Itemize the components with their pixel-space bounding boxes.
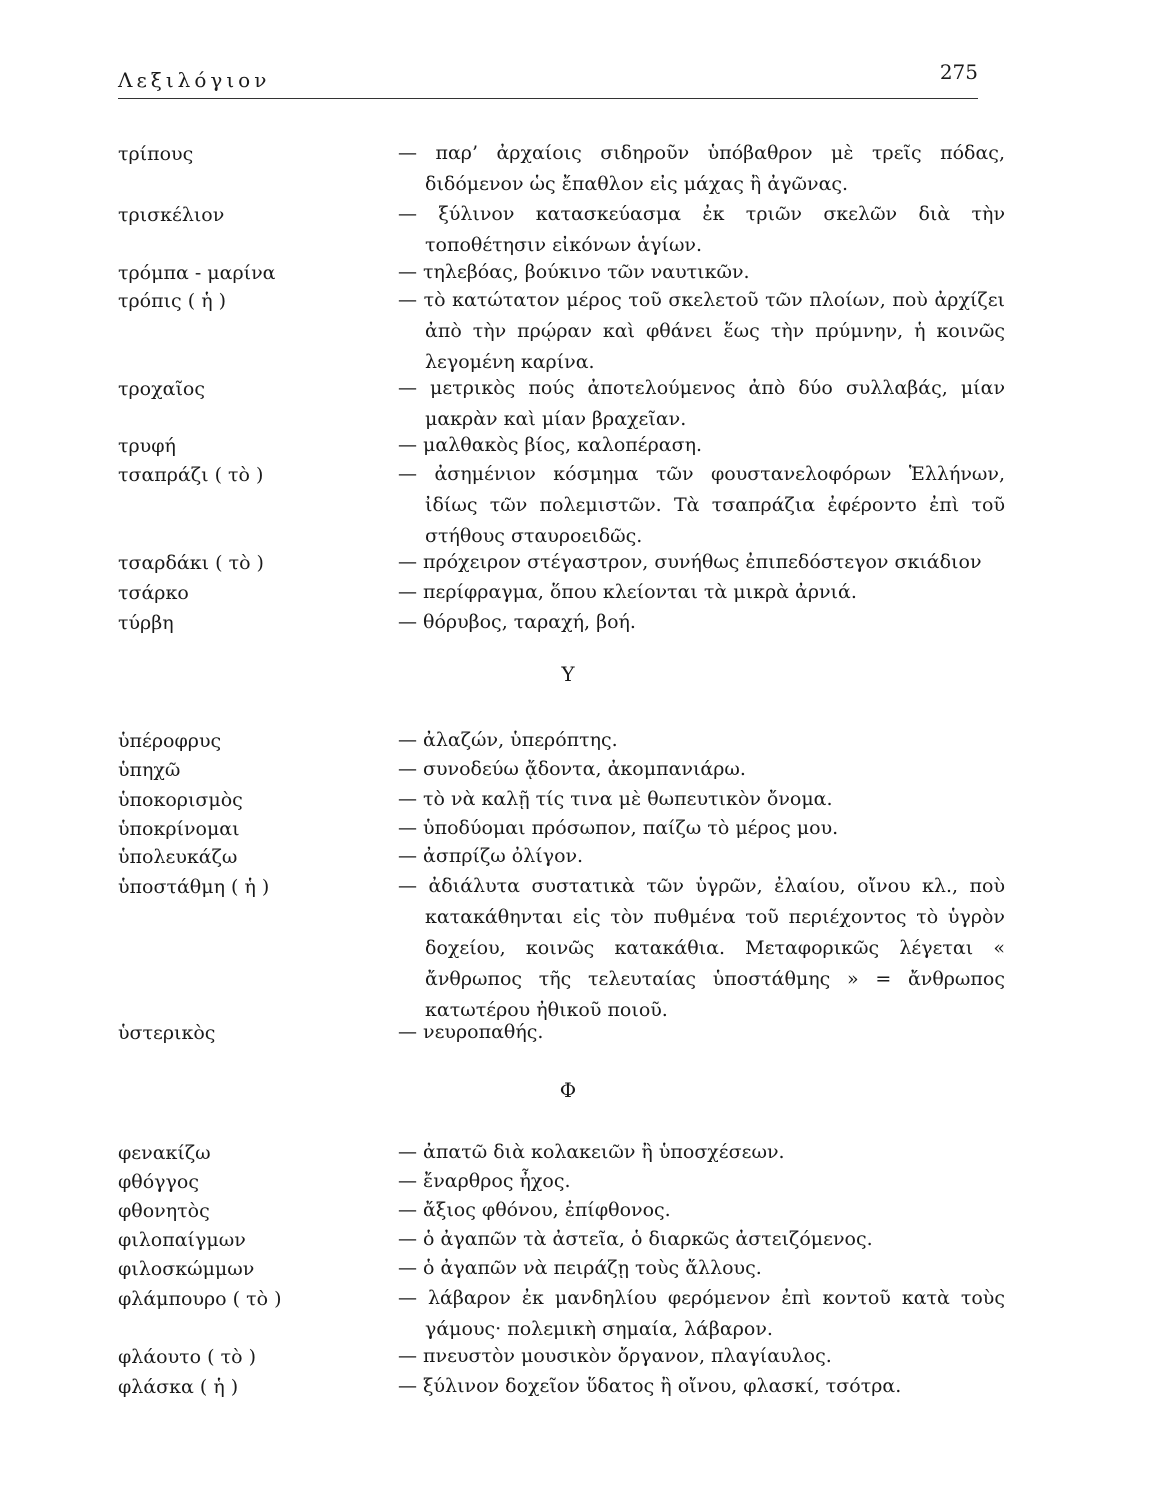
entry-term: ὑποκορισμὸς	[118, 789, 243, 811]
entry-definition: — νευροπαθής.	[398, 1021, 544, 1043]
entry-term: ὑστερικὸς	[118, 1022, 216, 1044]
entry-definition: — μετρικὸς πούς ἀποτελούμενος ἀπὸ δύο συλλαβάς, μίαν μακρὰν καὶ μίαν βραχεῖαν.	[398, 377, 1005, 430]
entry-definition: — ἀσημένιον κόσμημα τῶν φουστανελοφόρων Ἑλλήνων, ἰδίως τῶν πολεμιστῶν. Τὰ τσαπράζια ἐφέροντο ἐπὶ τοῦ στήθους σταυροειδῶς.	[398, 463, 1005, 547]
entry-definition: — ἀσπρίζω ὀλίγον.	[398, 845, 584, 867]
entry-definition: — ἄξιος φθόνου, ἐπίφθονος.	[398, 1199, 671, 1221]
entry-definition: — τὸ νὰ καλῇ τίς τινα μὲ θωπευτικὸν ὄνομα.	[398, 788, 833, 810]
entry-definition: — ξύλινον κατασκεύασμα ἐκ τριῶν σκελῶν διὰ τὴν τοποθέτησιν εἰκόνων ἁγίων.	[398, 203, 1005, 256]
entry-term: τσαπράζι ( τὸ )	[118, 464, 264, 486]
entry-term: φλάουτο ( τὸ )	[118, 1346, 257, 1368]
entry-term: ὑποστάθμη ( ἡ )	[118, 876, 270, 898]
entry-definition: — περίφραγμα, ὅπου κλείονται τὰ μικρὰ ἀρνιά.	[398, 581, 857, 603]
entry-term: τρισκέλιον	[118, 204, 225, 226]
entry-definition: — ἀδιάλυτα συστατικὰ τῶν ὑγρῶν, ἐλαίου, οἴνου κλ., ποὺ κατακάθηνται εἰς τὸν πυθμένα τοῦ περιέχοντος τὸ ὑγρὸν δοχείου, κοινῶς κατακάθια. Μεταφορικῶς λέγεται « ἄνθρωπος τῆς τελευταίας ὑποστάθμης » = ἄνθρωπος κατωτέρου ἠθικοῦ ποιοῦ.	[398, 875, 1005, 1021]
entry-definition: — πνευστὸν μουσικὸν ὄργανον, πλαγίαυλος.	[398, 1345, 832, 1367]
entry-term: φιλοπαίγμων	[118, 1229, 246, 1251]
entry-term: φθονητὸς	[118, 1200, 210, 1222]
running-title: Λεξιλόγιον	[118, 68, 271, 92]
entry-definition: — τηλεβόας, βούκινο τῶν ναυτικῶν.	[398, 261, 750, 283]
entry-term: ὑποκρίνομαι	[118, 818, 240, 840]
entry-definition: — ὁ ἀγαπῶν τὰ ἀστεῖα, ὁ διαρκῶς ἀστειζόμενος.	[398, 1228, 873, 1250]
section-letter: Φ	[559, 1078, 577, 1102]
entry-term: φλάσκα ( ἡ )	[118, 1376, 239, 1398]
page-number: 275	[939, 60, 978, 84]
entry-definition: — ἔναρθρος ἦχος.	[398, 1170, 571, 1192]
entry-term: φλάμπουρο ( τὸ )	[118, 1288, 282, 1310]
entry-definition: — ἀπατῶ διὰ κολακειῶν ἢ ὑποσχέσεων.	[398, 1141, 785, 1163]
entry-term: τρίπους	[118, 143, 194, 165]
entry-term: τροχαῖος	[118, 378, 205, 400]
entry-definition: — παρ’ ἀρχαίοις σιδηροῦν ὑπόβαθρον μὲ τρεῖς πόδας, διδόμενον ὡς ἔπαθλον εἰς μάχας ἢ ἀγῶνας.	[398, 142, 1005, 195]
entry-definition: — ὁ ἀγαπῶν νὰ πειράζῃ τοὺς ἄλλους.	[398, 1257, 762, 1279]
entry-definition: — μαλθακὸς βίος, καλοπέραση.	[398, 434, 703, 456]
entry-definition: — ἀλαζών, ὑπερόπτης.	[398, 729, 618, 751]
entry-term: ὑπέροφρυς	[118, 730, 222, 752]
entry-term: ὑπολευκάζω	[118, 846, 238, 868]
entry-term: φιλοσκώμμων	[118, 1258, 255, 1280]
entry-term: φενακίζω	[118, 1142, 211, 1164]
entry-definition: — ὑποδύομαι πρόσωπον, παίζω τὸ μέρος μου.	[398, 817, 839, 839]
entry-term: ὑπηχῶ	[118, 759, 181, 781]
entry-definition: — συνοδεύω ᾄδοντα, ἀκομπανιάρω.	[398, 758, 746, 780]
entry-term: τσαρδάκι ( τὸ )	[118, 552, 264, 574]
entry-term: φθόγγος	[118, 1171, 199, 1193]
entry-definition: — ξύλινον δοχεῖον ὕδατος ἢ οἴνου, φλασκί, τσότρα.	[398, 1375, 902, 1397]
entry-definition: — πρόχειρον στέγαστρον, συνήθως ἐπιπεδόστεγον σκιάδιον	[398, 551, 982, 573]
entry-term: τρυφή	[118, 435, 176, 457]
entry-term: τρόμπα - μαρίνα	[118, 262, 276, 284]
page-header	[118, 58, 978, 99]
entry-term: τύρβη	[118, 612, 174, 634]
entry-term: τρόπις ( ἡ )	[118, 290, 227, 312]
section-letter: Υ	[561, 662, 575, 686]
entry-definition: — τὸ κατώτατον μέρος τοῦ σκελετοῦ τῶν πλοίων, ποὺ ἀρχίζει ἀπὸ τὴν πρῴραν καὶ φθάνει ἕως τὴν πρύμνην, ἡ κοινῶς λεγομένη καρίνα.	[398, 289, 1005, 373]
entry-definition: — λάβαρον ἐκ μανδηλίου φερόμενον ἐπὶ κοντοῦ κατὰ τοὺς γάμους· πολεμικὴ σημαία, λάβαρον.	[398, 1287, 1005, 1340]
entry-definition: — θόρυβος, ταραχή, βοή.	[398, 611, 636, 633]
entry-term: τσάρκο	[118, 582, 189, 604]
